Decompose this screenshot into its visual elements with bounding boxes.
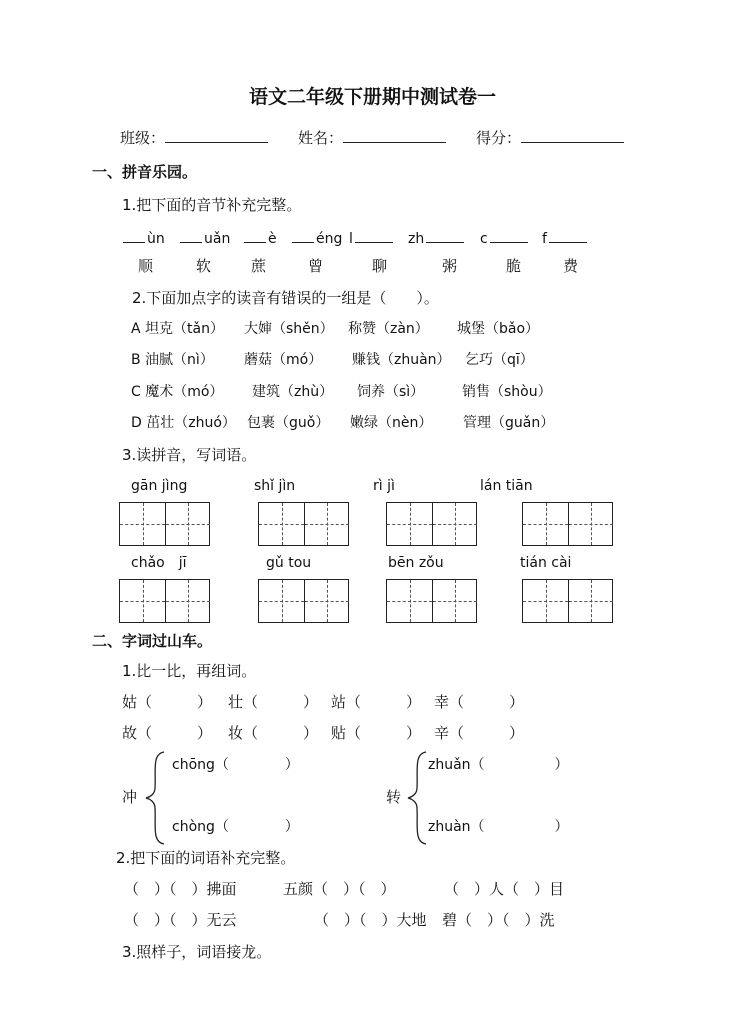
name-blank[interactable] <box>343 128 446 143</box>
idiom-1: （ ）（ ）拂面 <box>124 880 237 898</box>
option-a-1: A 坦克（tǎn） <box>131 321 224 337</box>
syllable-6: zh <box>408 230 464 246</box>
class-field <box>120 128 268 146</box>
syllable-1: ùn <box>123 230 165 246</box>
option-a-4: 城堡（bǎo） <box>457 321 540 337</box>
s2-q2-prompt: 2.把下面的词语补充完整。 <box>116 849 296 867</box>
option-d-2: 包裹（guǒ） <box>247 415 330 431</box>
option-b-1: B 油腻（nì） <box>131 352 214 368</box>
syllable-5: l <box>349 230 393 246</box>
idiom-4: （ ）（ ）无云 <box>124 911 237 929</box>
pinyin-5: chǎo jī <box>131 555 187 571</box>
poly-char-chong: 冲 <box>122 788 138 806</box>
syllable-7: c <box>480 230 528 246</box>
blank[interactable] <box>355 230 393 243</box>
syllable-4: éng <box>292 230 342 246</box>
char-1: 顺 <box>138 257 154 275</box>
compare-3: 站（ ） <box>331 693 422 711</box>
blank[interactable] <box>490 230 528 243</box>
pinyin-8: tián cài <box>520 555 572 571</box>
option-c-2: 建筑（zhù） <box>252 384 334 400</box>
writing-grid[interactable] <box>386 502 477 546</box>
s2-q1-prompt: 1.比一比，再组词。 <box>122 662 257 680</box>
compare-7: 贴（ ） <box>331 724 422 742</box>
char-8: 费 <box>563 257 579 275</box>
option-b-4: 乞巧（qī） <box>465 352 534 368</box>
option-a-3: 称赞（zàn） <box>348 321 429 337</box>
class-blank[interactable] <box>165 128 268 143</box>
option-d-3: 嫩绿（nèn） <box>350 415 433 431</box>
idiom-5: （ ）（ ）大地 <box>314 911 427 929</box>
char-5: 聊 <box>372 257 388 275</box>
s2-q3-prompt: 3.照样子，词语接龙。 <box>122 943 272 961</box>
char-4: 曾 <box>308 257 324 275</box>
blank[interactable] <box>244 230 266 243</box>
writing-grid[interactable] <box>258 579 349 623</box>
writing-grid[interactable] <box>522 502 613 546</box>
poly-char-zhuan: 转 <box>386 788 402 806</box>
compare-6: 妆（ ） <box>228 724 319 742</box>
blank[interactable] <box>292 230 314 243</box>
writing-grid[interactable] <box>258 502 349 546</box>
name-label: 姓名： <box>298 129 344 147</box>
brace-icon <box>144 750 168 846</box>
pinyin-1: gān jìng <box>131 478 188 494</box>
brace-icon <box>406 750 430 846</box>
section2-heading: 二、字词过山车。 <box>92 632 213 650</box>
syllable-2: uǎn <box>180 230 230 246</box>
writing-grid[interactable] <box>522 579 613 623</box>
q2-prompt: 2.下面加点字的读音有错误的一组是（ ）。 <box>132 289 439 307</box>
compare-4: 幸（ ） <box>434 693 525 711</box>
name-field <box>298 128 446 146</box>
q1-prompt: 1.把下面的音节补充完整。 <box>122 196 302 214</box>
compare-5: 故（ ） <box>122 724 213 742</box>
option-a-2: 大婶（shěn） <box>244 321 334 337</box>
compare-1: 姑（ ） <box>122 693 213 711</box>
syllable-3: è <box>244 230 277 246</box>
poly-chong-top: chōng（ ） <box>172 757 299 773</box>
compare-8: 辛（ ） <box>434 724 525 742</box>
pinyin-2: shǐ jìn <box>254 478 296 494</box>
option-c-1: C 魔术（mó） <box>131 384 224 400</box>
score-label: 得分： <box>476 129 522 147</box>
writing-grid[interactable] <box>119 579 210 623</box>
option-d-1: D 茁壮（zhuó） <box>131 415 236 431</box>
score-blank[interactable] <box>521 128 624 143</box>
option-d-4: 管理（guǎn） <box>463 415 555 431</box>
section1-heading: 一、拼音乐园。 <box>92 163 198 181</box>
char-6: 粥 <box>442 257 458 275</box>
syllable-8: f <box>542 230 587 246</box>
q3-prompt: 3.读拼音，写词语。 <box>122 446 257 464</box>
poly-chong-bottom: chòng（ ） <box>172 819 299 835</box>
idiom-3: （ ）人（ ）目 <box>444 880 565 898</box>
pinyin-6: gǔ tou <box>266 555 312 571</box>
blank[interactable] <box>123 230 145 243</box>
idiom-6: 碧（ ）（ ）洗 <box>442 911 555 929</box>
poly-zhuan-top: zhuǎn（ ） <box>428 757 569 773</box>
writing-grid[interactable] <box>119 502 210 546</box>
pinyin-7: bēn zǒu <box>388 555 444 571</box>
pinyin-4: lán tiān <box>480 478 533 494</box>
writing-grid[interactable] <box>386 579 477 623</box>
option-b-3: 赚钱（zhuàn） <box>352 352 451 368</box>
page-title: 语文二年级下册期中测试卷一 <box>248 86 496 108</box>
char-2: 软 <box>196 257 212 275</box>
idiom-2: 五颜（ ）（ ） <box>283 880 396 898</box>
poly-zhuan-bottom: zhuàn（ ） <box>428 819 569 835</box>
score-field <box>476 128 624 146</box>
blank[interactable] <box>549 230 587 243</box>
option-c-4: 销售（shòu） <box>462 384 552 400</box>
blank[interactable] <box>426 230 464 243</box>
option-c-3: 饲养（sì） <box>357 384 425 400</box>
char-7: 脆 <box>506 257 522 275</box>
pinyin-3: rì jì <box>373 478 395 494</box>
blank[interactable] <box>180 230 202 243</box>
compare-2: 壮（ ） <box>228 693 319 711</box>
option-b-2: 蘑菇（mó） <box>244 352 323 368</box>
char-3: 蔗 <box>251 257 267 275</box>
class-label: 班级： <box>120 129 166 147</box>
